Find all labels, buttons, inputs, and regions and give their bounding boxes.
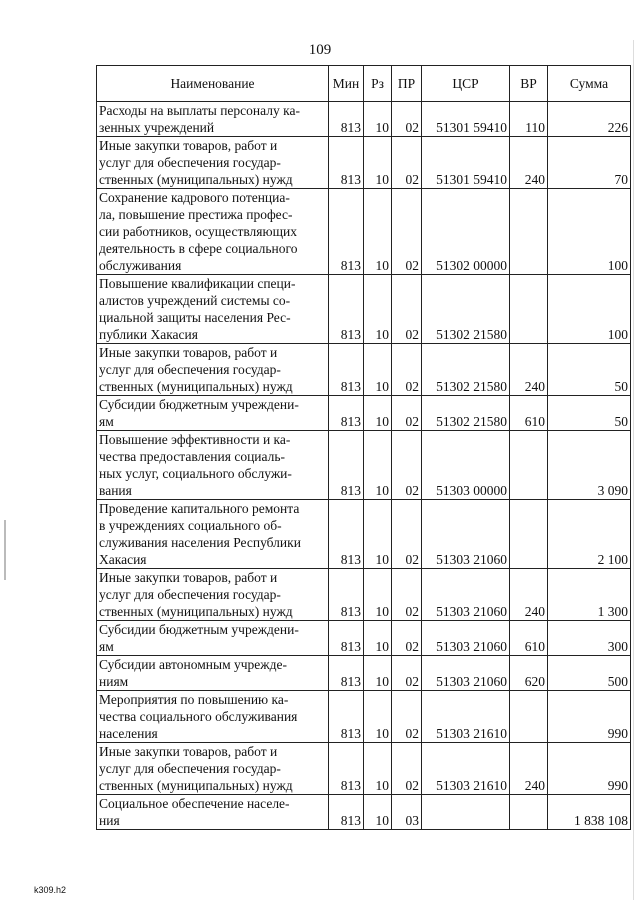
cell-rz: 10 bbox=[364, 275, 392, 344]
footer-code: k309.h2 bbox=[34, 885, 67, 895]
cell-pr: 02 bbox=[392, 743, 422, 795]
cell-vr: 620 bbox=[510, 656, 548, 691]
cell-min: 813 bbox=[329, 275, 364, 344]
cell-rz: 10 bbox=[364, 569, 392, 621]
table-row bbox=[97, 396, 631, 431]
cell-sum: 226 bbox=[548, 102, 631, 137]
header-vr: ВР bbox=[510, 66, 548, 102]
header-csr: ЦСР bbox=[422, 66, 510, 102]
cell-sum: 50 bbox=[548, 396, 631, 431]
cell-vr bbox=[510, 189, 548, 275]
cell-rz: 10 bbox=[364, 743, 392, 795]
cell-sum: 100 bbox=[548, 189, 631, 275]
cell-csr bbox=[422, 795, 510, 830]
cell-name: Расходы на выплаты персоналу ка- зенных учреждений bbox=[97, 102, 329, 137]
header-sum: Сумма bbox=[548, 66, 631, 102]
budget-table bbox=[96, 65, 631, 830]
cell-vr: 240 bbox=[510, 743, 548, 795]
cell-name: Иные закупки товаров, работ и услуг для обеспечения государ- ственных (муниципальных) нужд bbox=[97, 569, 329, 621]
cell-sum: 500 bbox=[548, 656, 631, 691]
header-pr: ПР bbox=[392, 66, 422, 102]
table-row bbox=[97, 743, 631, 795]
scan-edge-line bbox=[633, 40, 634, 900]
cell-rz: 10 bbox=[364, 621, 392, 656]
cell-pr: 02 bbox=[392, 137, 422, 189]
scan-margin-mark bbox=[4, 520, 6, 580]
cell-pr: 02 bbox=[392, 275, 422, 344]
cell-rz: 10 bbox=[364, 102, 392, 137]
cell-name: Мероприятия по повышению ка- чества социального обслуживания населения bbox=[97, 691, 329, 743]
table-header-row bbox=[97, 66, 631, 102]
cell-vr: 110 bbox=[510, 102, 548, 137]
cell-csr: 51302 21580 bbox=[422, 344, 510, 396]
cell-sum: 50 bbox=[548, 344, 631, 396]
cell-pr: 02 bbox=[392, 396, 422, 431]
cell-name: Иные закупки товаров, работ и услуг для обеспечения государ- ственных (муниципальных) нужд bbox=[97, 344, 329, 396]
table-body bbox=[97, 102, 631, 830]
cell-pr: 02 bbox=[392, 691, 422, 743]
cell-name: Субсидии бюджетным учреждени- ям bbox=[97, 396, 329, 431]
cell-vr: 240 bbox=[510, 344, 548, 396]
table-row bbox=[97, 795, 631, 830]
cell-pr: 02 bbox=[392, 500, 422, 569]
cell-csr: 51303 21060 bbox=[422, 656, 510, 691]
cell-sum: 3 090 bbox=[548, 431, 631, 500]
cell-vr bbox=[510, 431, 548, 500]
table-row bbox=[97, 569, 631, 621]
table-row bbox=[97, 621, 631, 656]
table-row bbox=[97, 102, 631, 137]
cell-vr: 240 bbox=[510, 137, 548, 189]
table-row bbox=[97, 137, 631, 189]
cell-csr: 51303 21060 bbox=[422, 569, 510, 621]
cell-sum: 990 bbox=[548, 691, 631, 743]
cell-rz: 10 bbox=[364, 137, 392, 189]
cell-rz: 10 bbox=[364, 691, 392, 743]
cell-name: Сохранение кадрового потенциа- ла, повышение престижа профес- сии работников, осуществляющих деятельность в сфере социального обслуживания bbox=[97, 189, 329, 275]
cell-min: 813 bbox=[329, 656, 364, 691]
header-rz: Рз bbox=[364, 66, 392, 102]
table-row bbox=[97, 691, 631, 743]
cell-vr: 610 bbox=[510, 396, 548, 431]
cell-pr: 02 bbox=[392, 569, 422, 621]
table-row bbox=[97, 431, 631, 500]
cell-name: Повышение эффективности и ка- чества предоставления социаль- ных услуг, социального обслужи- вания bbox=[97, 431, 329, 500]
cell-name: Повышение квалификации специ- алистов учреждений системы со- циальной защиты населения Рес- публики Хакасия bbox=[97, 275, 329, 344]
cell-sum: 1 838 108 bbox=[548, 795, 631, 830]
cell-vr bbox=[510, 691, 548, 743]
cell-sum: 300 bbox=[548, 621, 631, 656]
cell-min: 813 bbox=[329, 500, 364, 569]
cell-rz: 10 bbox=[364, 396, 392, 431]
cell-vr bbox=[510, 795, 548, 830]
cell-sum: 100 bbox=[548, 275, 631, 344]
cell-vr: 610 bbox=[510, 621, 548, 656]
cell-sum: 2 100 bbox=[548, 500, 631, 569]
cell-csr: 51301 59410 bbox=[422, 102, 510, 137]
cell-name: Проведение капитального ремонта в учреждениях социального об- служивания населения Республики Хакасия bbox=[97, 500, 329, 569]
cell-pr: 02 bbox=[392, 102, 422, 137]
cell-csr: 51303 00000 bbox=[422, 431, 510, 500]
cell-name: Иные закупки товаров, работ и услуг для обеспечения государ- ственных (муниципальных) нужд bbox=[97, 743, 329, 795]
table-row bbox=[97, 275, 631, 344]
cell-vr: 240 bbox=[510, 569, 548, 621]
cell-min: 813 bbox=[329, 621, 364, 656]
cell-min: 813 bbox=[329, 569, 364, 621]
table-row bbox=[97, 500, 631, 569]
cell-vr bbox=[510, 500, 548, 569]
cell-name: Социальное обеспечение населе- ния bbox=[97, 795, 329, 830]
cell-pr: 02 bbox=[392, 656, 422, 691]
cell-csr: 51303 21610 bbox=[422, 691, 510, 743]
cell-min: 813 bbox=[329, 691, 364, 743]
cell-pr: 02 bbox=[392, 431, 422, 500]
cell-name: Иные закупки товаров, работ и услуг для обеспечения государ- ственных (муниципальных) нужд bbox=[97, 137, 329, 189]
cell-min: 813 bbox=[329, 102, 364, 137]
cell-min: 813 bbox=[329, 137, 364, 189]
cell-min: 813 bbox=[329, 431, 364, 500]
cell-pr: 02 bbox=[392, 621, 422, 656]
cell-sum: 1 300 bbox=[548, 569, 631, 621]
table-row bbox=[97, 189, 631, 275]
cell-rz: 10 bbox=[364, 656, 392, 691]
cell-rz: 10 bbox=[364, 500, 392, 569]
cell-rz: 10 bbox=[364, 431, 392, 500]
table-row bbox=[97, 344, 631, 396]
cell-pr: 03 bbox=[392, 795, 422, 830]
cell-min: 813 bbox=[329, 743, 364, 795]
cell-name: Субсидии бюджетным учреждени- ям bbox=[97, 621, 329, 656]
cell-sum: 990 bbox=[548, 743, 631, 795]
cell-vr bbox=[510, 275, 548, 344]
cell-min: 813 bbox=[329, 344, 364, 396]
cell-min: 813 bbox=[329, 396, 364, 431]
cell-rz: 10 bbox=[364, 344, 392, 396]
cell-pr: 02 bbox=[392, 344, 422, 396]
cell-csr: 51303 21610 bbox=[422, 743, 510, 795]
cell-name: Субсидии автономным учрежде- ниям bbox=[97, 656, 329, 691]
cell-rz: 10 bbox=[364, 795, 392, 830]
cell-csr: 51303 21060 bbox=[422, 500, 510, 569]
cell-min: 813 bbox=[329, 795, 364, 830]
cell-csr: 51303 21060 bbox=[422, 621, 510, 656]
cell-min: 813 bbox=[329, 189, 364, 275]
cell-csr: 51301 59410 bbox=[422, 137, 510, 189]
header-name: Наименование bbox=[97, 66, 329, 102]
cell-sum: 70 bbox=[548, 137, 631, 189]
cell-rz: 10 bbox=[364, 189, 392, 275]
cell-csr: 51302 00000 bbox=[422, 189, 510, 275]
cell-csr: 51302 21580 bbox=[422, 275, 510, 344]
table-row bbox=[97, 656, 631, 691]
cell-csr: 51302 21580 bbox=[422, 396, 510, 431]
cell-pr: 02 bbox=[392, 189, 422, 275]
header-min: Мин bbox=[329, 66, 364, 102]
page-number: 109 bbox=[308, 42, 332, 58]
